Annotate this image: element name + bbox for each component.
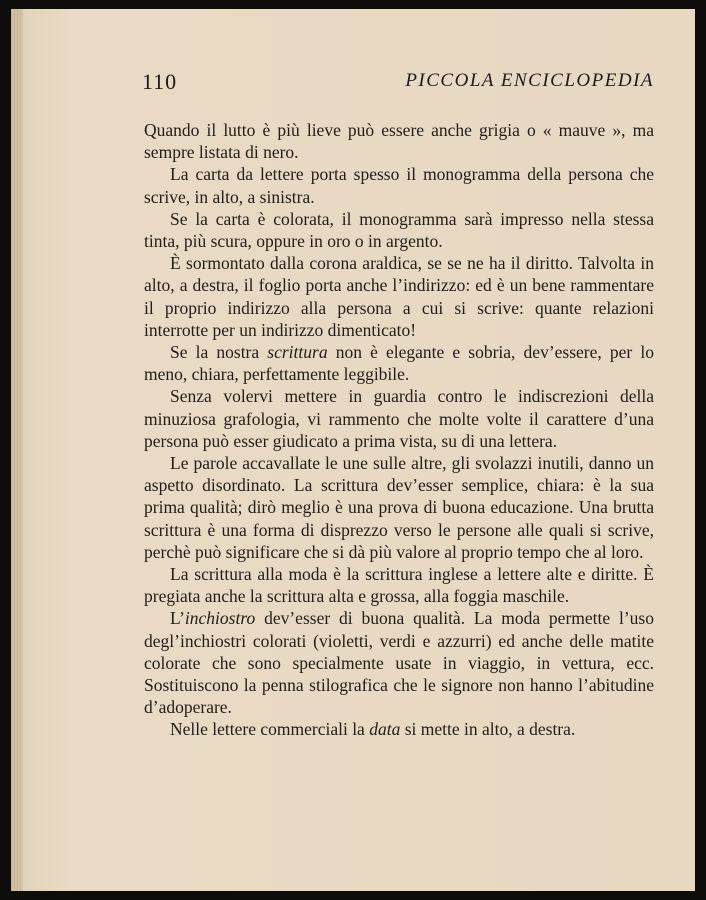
text-run: La scrittura alla moda è la scrittura inglese a lettere alte e diritte. È pregiata anche la scrittura alta e grossa, alla foggia maschile.: [144, 564, 654, 607]
body-text: [144, 119, 654, 741]
italic-term: inchiostro: [184, 608, 256, 629]
book-page: [11, 9, 695, 891]
text-run: non è elegante e sobria, dev’essere, per lo meno, chiara, perfettamente leggibile.: [144, 342, 654, 385]
running-title: PICCOLA ENCICLOPEDIA: [405, 70, 654, 91]
paragraph: [144, 385, 654, 452]
text-run: si mette in alto, a destra.: [400, 719, 576, 740]
paragraph: [144, 208, 654, 252]
text-run: Senza volervi mettere in guardia contro le indiscrezioni della minuziosa grafologia, vi rammento che molte volte il carattere d’una persona può esser giudicato a prima vista, su di una lettera.: [144, 386, 654, 451]
text-run: La carta da lettere porta spesso il monogramma della persona che scrive, in alto, a sinistra.: [144, 164, 654, 207]
page-edge: [11, 9, 23, 891]
text-run: Le parole accavallate le une sulle altre, gli svolazzi inutili, danno un aspetto disordinato. La scrittura dev’esser semplice, chiara: è la sua prima qualità; dirò meglio è una prova di buona educazione. Una brutta scrittura è una forma di disprezzo verso le persone alle quali si scrive, perchè può significare che si dà più valore al proprio tempo che al loro.: [144, 453, 654, 562]
paragraph: [144, 119, 654, 163]
text-run: dev’esser di buona qualità. La moda permette l’uso degl’inchiostri colorati (violetti, verdi e azzurri) ed anche delle matite colorate che sono specialmente usate in viaggio, in vettura, ecc. Sostituiscono la penna stilografica che le signore non hanno l’abitudine d’adoperare.: [144, 608, 654, 718]
page-header: [142, 69, 654, 99]
paragraph: [144, 718, 654, 740]
paragraph: [144, 252, 654, 341]
text-run: Se la carta è colorata, il monogramma sarà impresso nella stessa tinta, più scura, oppure in oro o in argento.: [144, 208, 654, 252]
text-run: È sormontato dalla corona araldica, se se ne ha il diritto. Talvolta in alto, a destra, il foglio porta anche l’indirizzo: ed è un bene rammentare il proprio indirizzo alla persona a cui si scrive: quante relazioni interrotte per un indirizzo dimenticato!: [144, 253, 654, 340]
text-run: Quando il lutto è più lieve può essere anche grigia o « mauve », ma sempre listata di nero.: [144, 120, 654, 163]
italic-term: data: [369, 719, 401, 740]
text-run: L’: [170, 608, 185, 629]
page-number: 110: [142, 69, 178, 94]
italic-term: scrittura: [267, 342, 328, 363]
paragraph: [144, 163, 654, 207]
paragraph: [144, 563, 654, 607]
text-run: Nelle lettere commerciali la: [170, 719, 370, 740]
paragraph: [144, 341, 654, 385]
paragraph: [144, 607, 654, 718]
text-run: Se la nostra: [170, 342, 268, 363]
paragraph: [144, 452, 654, 563]
